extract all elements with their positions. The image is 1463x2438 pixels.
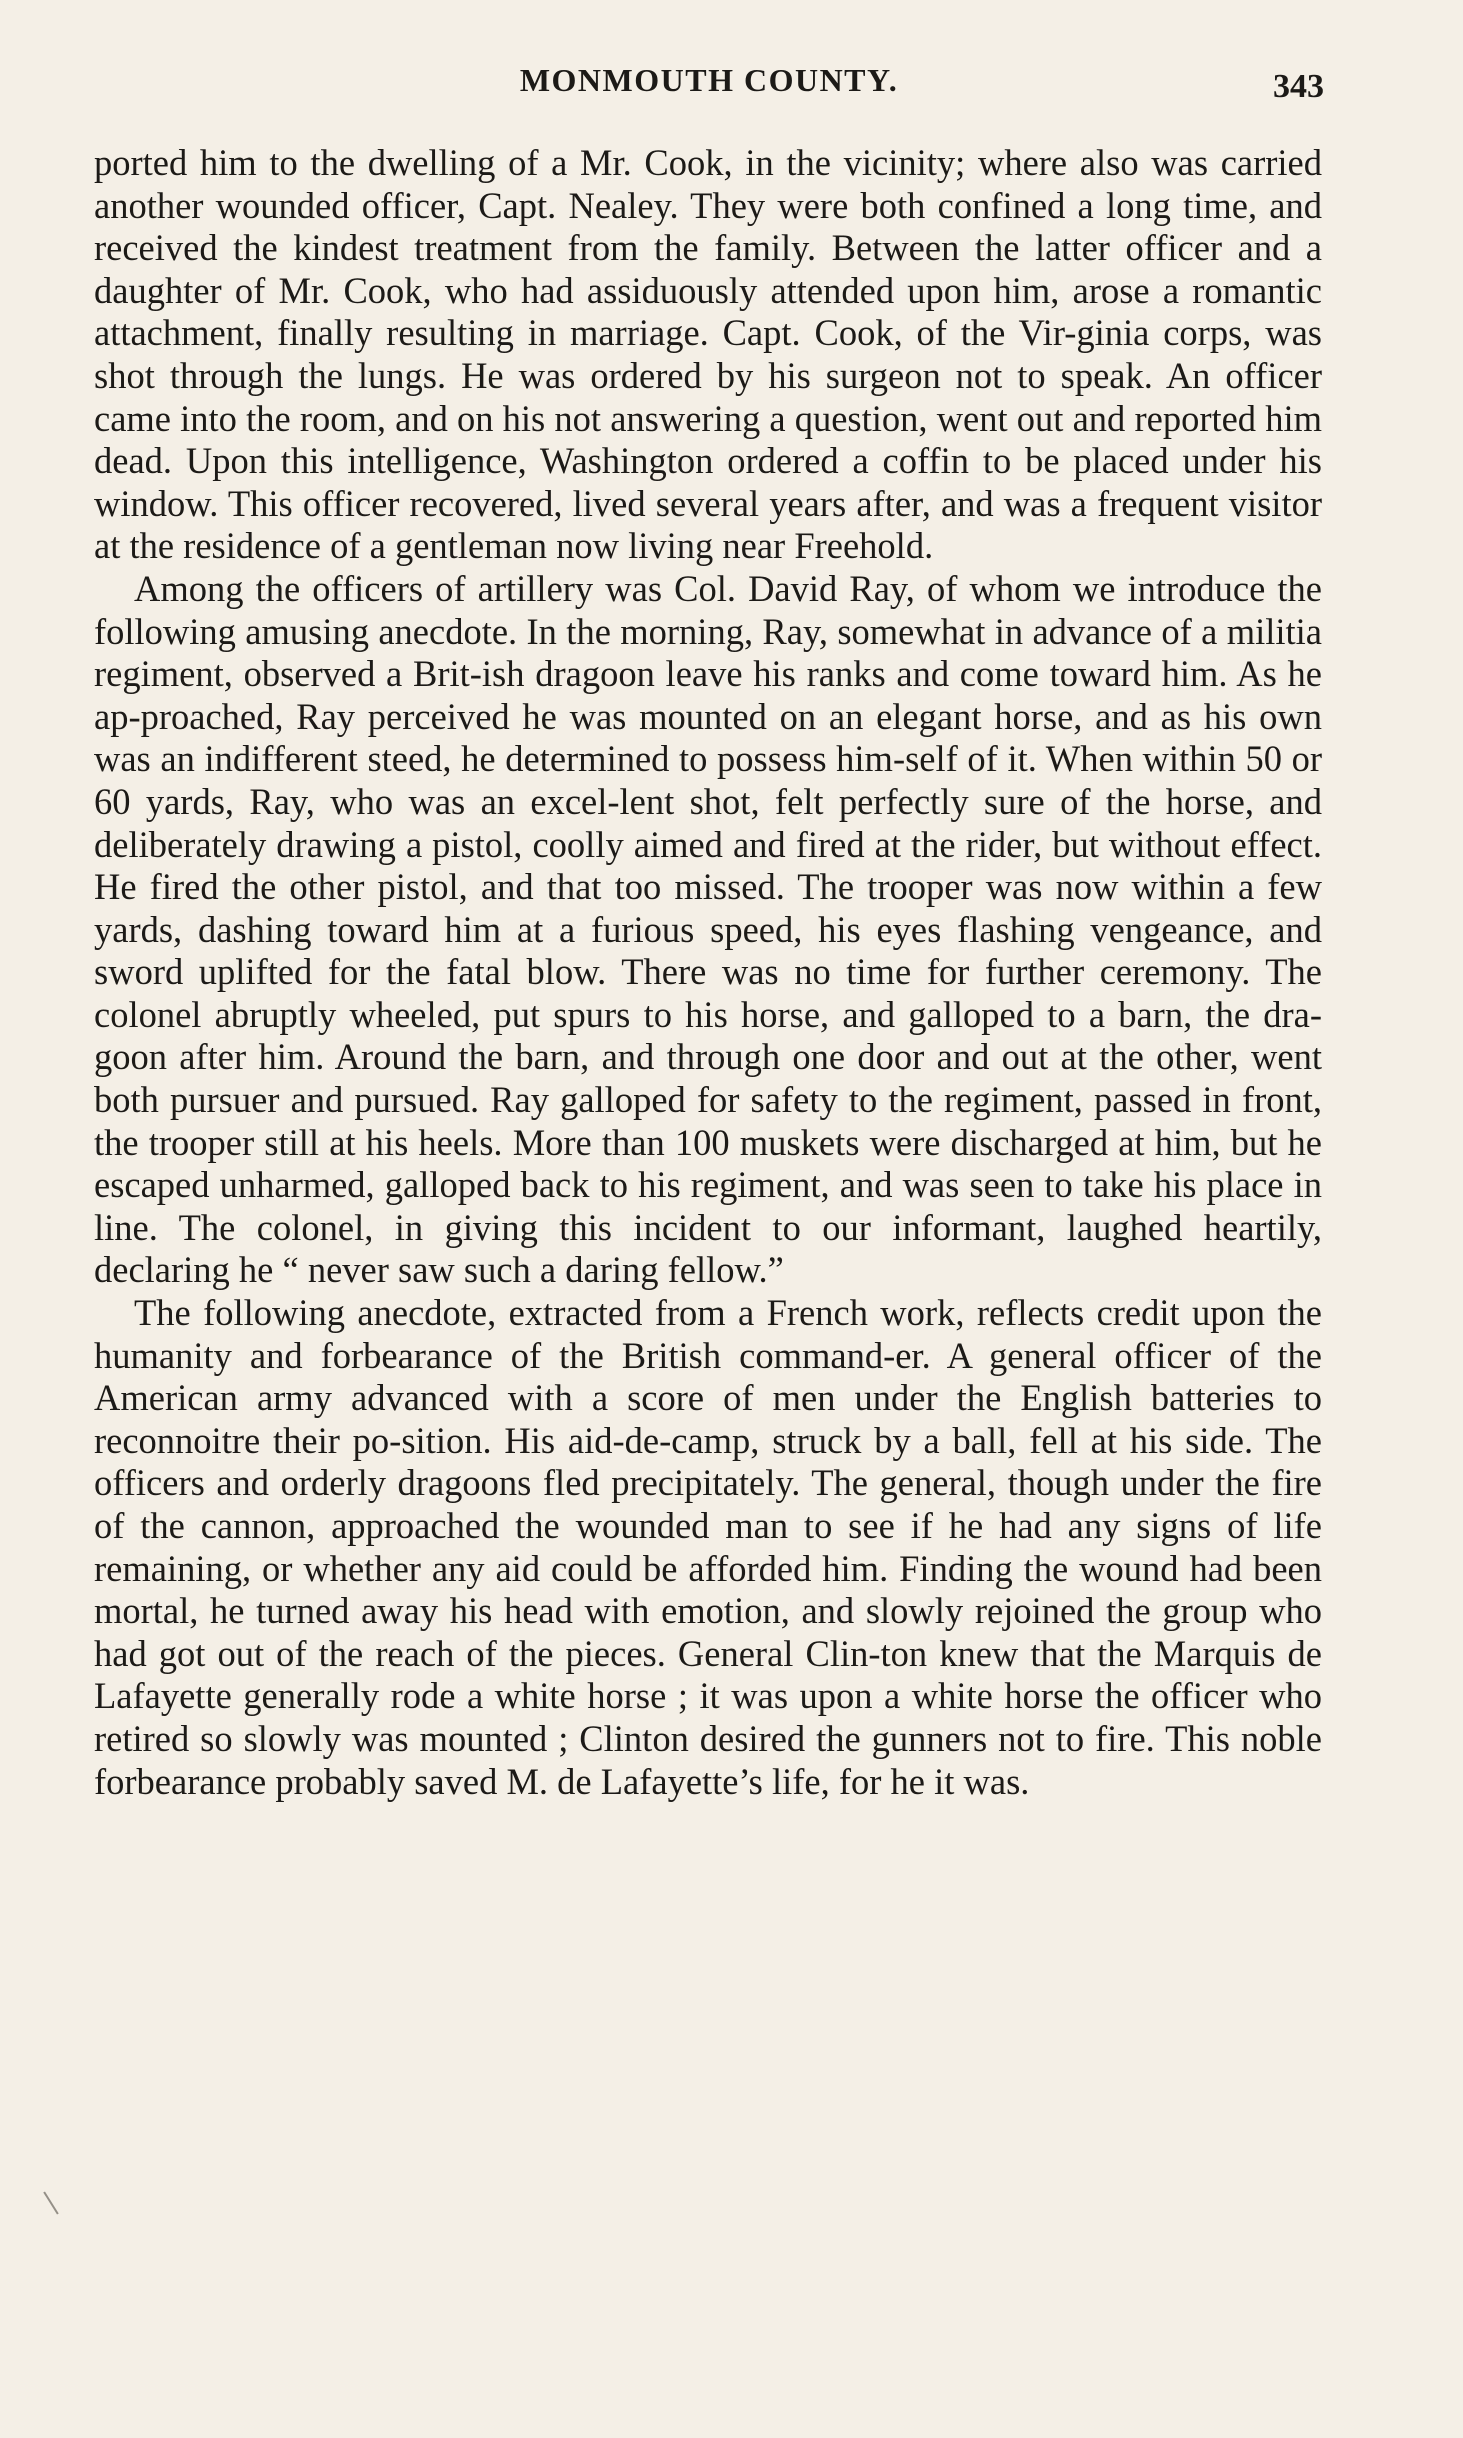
paragraph-1: ported him to the dwelling of a Mr. Cook, in the vicinity; where also was carried another wounded officer, Capt. Nealey. They were both confined a long time, and received the kindest treatment from the family. Between the latter officer and a daughter of Mr. Cook, who had assiduously attended upon him, arose a romantic attachment, finally resulting in marriage. Capt. Cook, of the Vir-ginia corps, was shot through the lungs. He was ordered by his surgeon not to speak. An officer came into the room, and on his not answering a question, went out and reported him dead. Upon this intelligence, Washington ordered a coffin to be placed under his window. This officer recovered, lived several years after, and was a frequent visitor at the residence of a gentleman now living near Freehold. (94, 142, 1322, 567)
paragraph-3: The following anecdote, extracted from a French work, reflects credit upon the humanity and forbearance of the British command-er. A general officer of the American army advanced with a score of men under the English batteries to reconnoitre their po-sition. His aid-de-camp, struck by a ball, fell at his side. The officers and orderly dragoons fled precipitately. The general, though under the fire of the cannon, approached the wounded man to see if he had any signs of life remaining, or whether any aid could be afforded him. Finding the wound had been mortal, he turned away his head with emotion, and slowly rejoined the group who had got out of the reach of the pieces. General Clin-ton knew that the Marquis de Lafayette generally rode a white horse ; it was upon a white horse the officer who retired so slowly was mounted ; Clinton desired the gunners not to fire. This noble forbearance probably saved M. de Lafayette’s life, for he it was. (94, 1292, 1322, 1802)
running-title: MONMOUTH COUNTY. (519, 62, 899, 98)
margin-mark (43, 2191, 58, 2214)
running-head (94, 62, 1324, 112)
page-number: 343 (1273, 68, 1324, 105)
body-text (94, 142, 1322, 1803)
paragraph-2: Among the officers of artillery was Col. David Ray, of whom we introduce the following amusing anecdote. In the morning, Ray, somewhat in advance of a militia regiment, observed a Brit-ish dragoon leave his ranks and come toward him. As he ap-proached, Ray perceived he was mounted on an elegant horse, and as his own was an indifferent steed, he determined to possess him-self of it. When within 50 or 60 yards, Ray, who was an excel-lent shot, felt perfectly sure of the horse, and deliberately drawing a pistol, coolly aimed and fired at the rider, but without effect. He fired the other pistol, and that too missed. The trooper was now within a few yards, dashing toward him at a furious speed, his eyes flashing vengeance, and sword uplifted for the fatal blow. There was no time for further ceremony. The colonel abruptly wheeled, put spurs to his horse, and galloped to a barn, the dra-goon after him. Around the barn, and through one door and out at the other, went both pursuer and pursued. Ray galloped for safety to the regiment, passed in front, the trooper still at his heels. More than 100 muskets were discharged at him, but he escaped unharmed, galloped back to his regiment, and was seen to take his place in line. The colonel, in giving this incident to our informant, laughed heartily, declaring he “ never saw such a daring fellow.” (94, 567, 1322, 1291)
